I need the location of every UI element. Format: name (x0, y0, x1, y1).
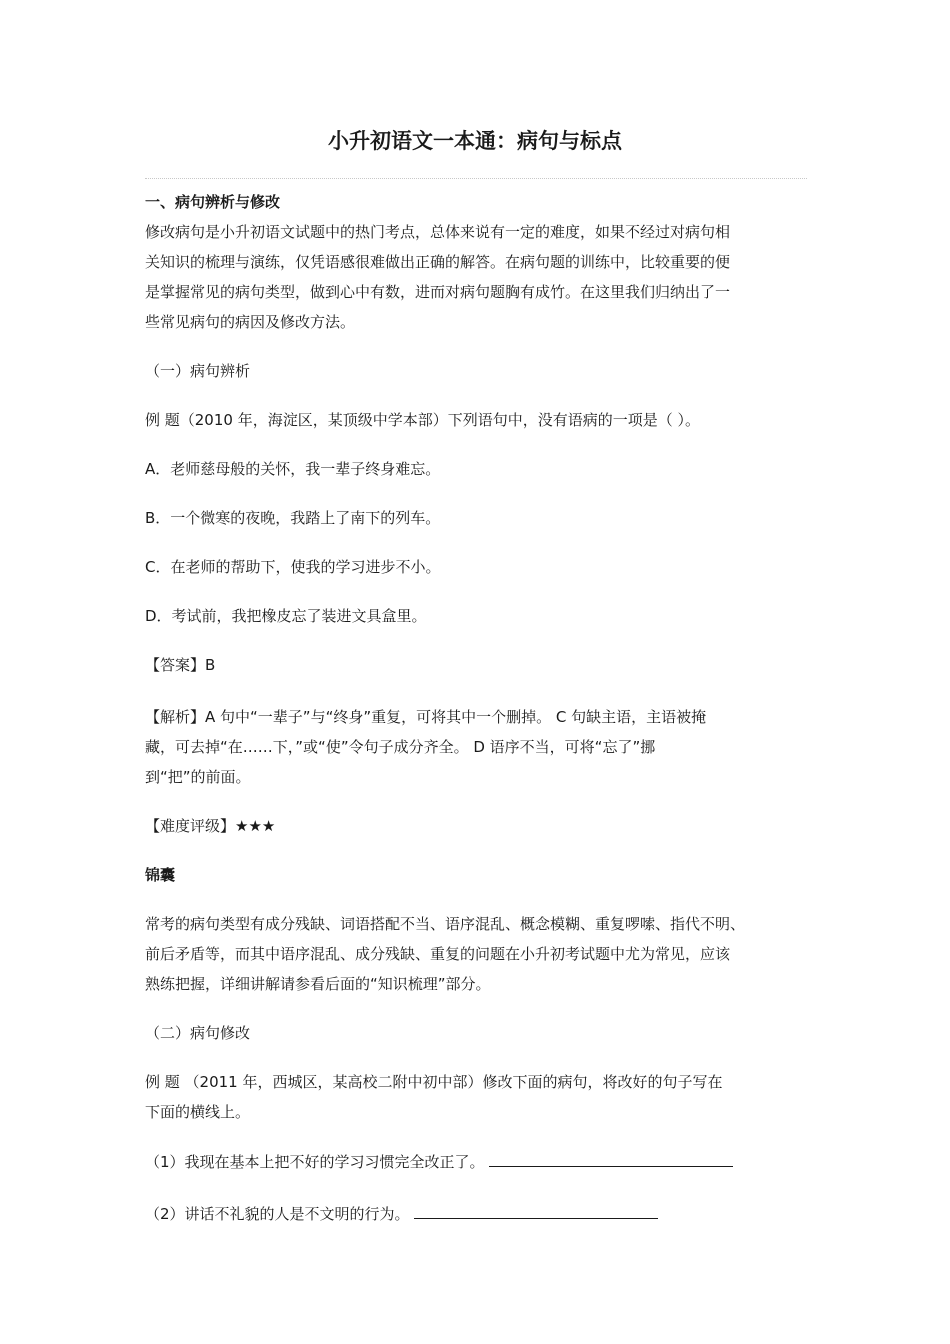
exercise-item-2 (145, 1199, 807, 1229)
difficulty-rating: 【难度评级】★★★ (145, 817, 276, 835)
intro-line-1: 修改病句是小升初语文试题中的热门考点，总体来说有一定的难度，如果不经过对病句相 (145, 223, 731, 241)
example-question-2-line-2: 下面的横线上。 (145, 1103, 251, 1121)
option-d: D．考试前，我把橡皮忘了装进文具盒里。 (145, 607, 427, 625)
part2-heading: （二）病句修改 (145, 1024, 251, 1042)
tips-line-1: 常考的病句类型有成分残缺、词语搭配不当、语序混乱、概念模糊、重复啰嗦、指代不明、 (145, 915, 746, 933)
analysis-line-1: 【解析】A 句中“一辈子”与“终身”重复，可将其中一个删掉。 C 句缺主语，主语被掩 (145, 708, 707, 726)
tips-line-3: 熟练把握，详细讲解请参看后面的“知识梳理”部分。 (145, 975, 491, 993)
exercise-item-2-text: （2）讲话不礼貌的人是不文明的行为。 (145, 1205, 410, 1223)
answer-blank-2[interactable] (414, 1200, 658, 1219)
example-question-2-line-1: 例 题 （2011 年，西城区，某高校二附中初中部）修改下面的病句，将改好的句子写在 (145, 1073, 723, 1091)
intro-line-3: 是掌握常见的病句类型，做到心中有数，进而对病句题胸有成竹。在这里我们归纳出了一 (145, 283, 731, 301)
option-b: B．一个微寒的夜晚，我踏上了南下的列车。 (145, 509, 441, 527)
analysis-line-2: 藏，可去掉“在……下，”或“使”令句子成分齐全。 D 语序不当，可将“忘了”挪 (145, 738, 656, 756)
intro-line-2: 关知识的梳理与演练，仅凭语感很难做出正确的解答。在病句题的训练中，比较重要的便 (145, 253, 731, 271)
section-heading: 一、病句辨析与修改 (145, 193, 281, 211)
tips-line-2: 前后矛盾等，而其中语序混乱、成分残缺、重复的问题在小升初考试题中尤为常见，应该 (145, 945, 731, 963)
intro-line-4: 些常见病句的病因及修改方法。 (145, 313, 356, 331)
document-title: 小升初语文一本通：病句与标点 (328, 129, 622, 153)
title-divider (145, 178, 807, 179)
exercise-item-1-text: （1）我现在基本上把不好的学习习惯完全改正了。 (145, 1153, 485, 1171)
analysis-line-3: 到“把”的前面。 (145, 768, 251, 786)
part1-heading: （一）病句辨析 (145, 362, 251, 380)
option-a: A．老师慈母般的关怀，我一辈子终身难忘。 (145, 460, 441, 478)
option-c: C．在老师的帮助下，使我的学习进步不小。 (145, 558, 441, 576)
tips-heading: 锦囊 (145, 866, 176, 884)
answer: 【答案】B (145, 656, 216, 674)
example-question-1: 例 题（2010 年，海淀区，某顶级中学本部）下列语句中，没有语病的一项是（ ）。 (145, 411, 700, 429)
exercise-item-1 (145, 1147, 807, 1177)
answer-blank-1[interactable] (489, 1148, 733, 1167)
